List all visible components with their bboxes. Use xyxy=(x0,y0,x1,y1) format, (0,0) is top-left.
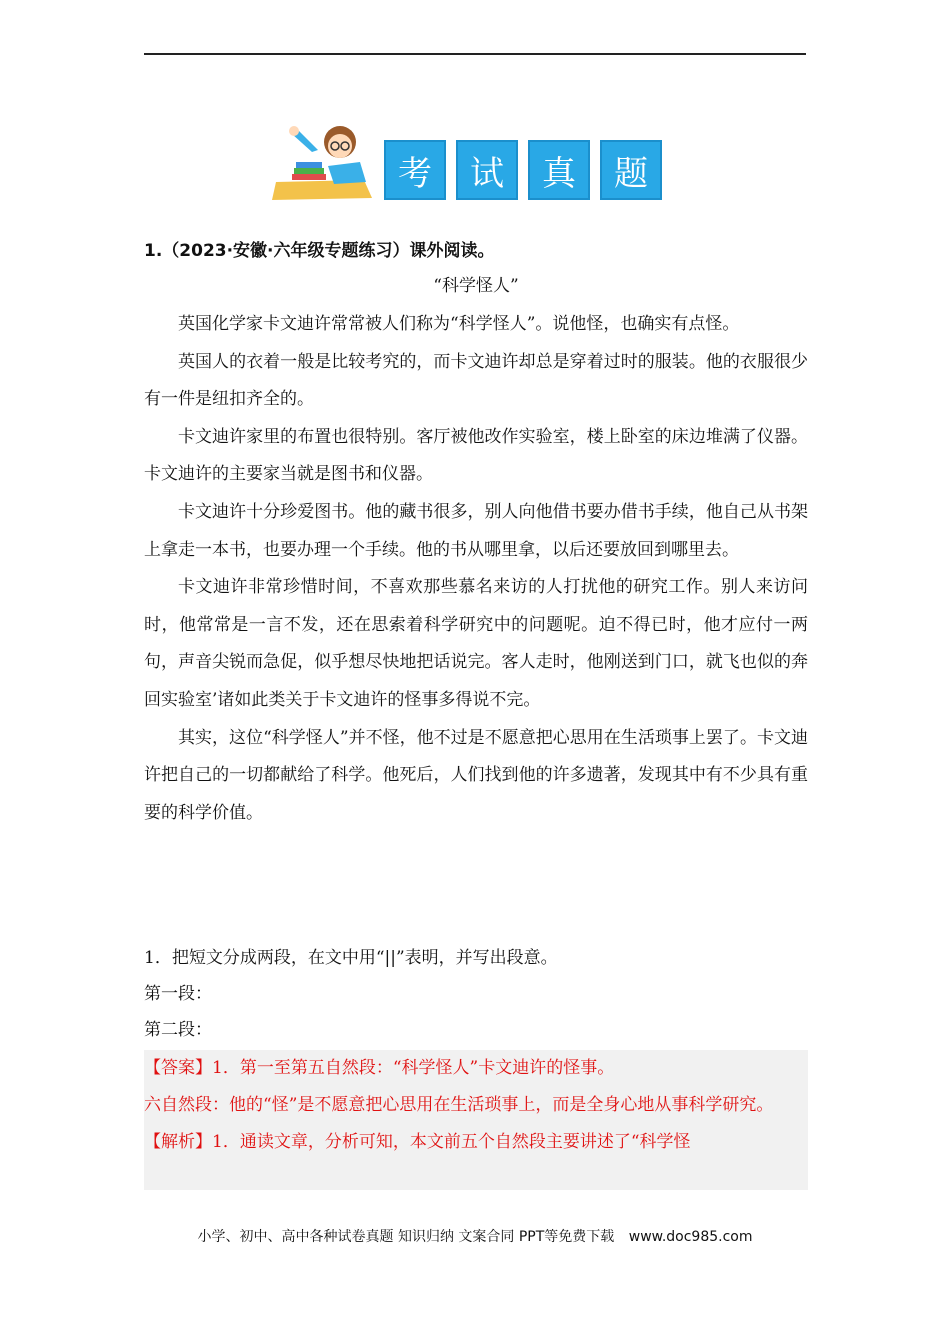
passage-title: “科学怪人” xyxy=(433,276,519,296)
passage-paragraph: 卡文迪许非常珍惜时间，不喜欢那些慕名来访的人打扰他的研究工作。别人来访问时，他常常是一言不发，还在思索着科学研究中的问题呢。迫不得已时，他才应付一两句，声音尖锐而急促，似乎想尽快地把话说完。客人走时，他刚送到门口，就飞也似的奔回实验室’诸如此类关于卡文迪许的怪事多得说不完。 xyxy=(144,577,808,710)
header-rule xyxy=(144,53,806,55)
student-illustration-icon xyxy=(272,122,392,204)
title-tile: 真 xyxy=(528,140,590,200)
page-footer xyxy=(0,1226,950,1246)
question-task xyxy=(144,940,808,1048)
task-part-one: 第一段： xyxy=(144,984,212,1004)
answer-line: 六自然段：他的“怪”是不愿意把心思用在生活琐事上，而是全身心地从事科学研究。 xyxy=(144,1095,774,1115)
answer-box xyxy=(144,1050,808,1190)
task-instruction: 1．把短文分成两段，在文中用“||”表明，并写出段意。 xyxy=(144,948,558,968)
exam-banner xyxy=(272,122,672,212)
reading-passage xyxy=(144,272,808,832)
answer-line: 【答案】1．第一至第五自然段：“科学怪人”卡文迪许的怪事。 xyxy=(144,1058,615,1078)
passage-paragraph: 卡文迪许十分珍爱图书。他的藏书很多，别人向他借书要办借书手续，他自己从书架上拿走一本书，也要办理一个手续。他的书从哪里拿，以后还要放回到哪里去。 xyxy=(144,501,808,560)
title-tile: 考 xyxy=(384,140,446,200)
title-tile: 题 xyxy=(600,140,662,200)
task-part-two: 第二段： xyxy=(144,1020,212,1040)
footer-site-link[interactable]: www.doc985.com xyxy=(628,1229,753,1245)
footer-text: 小学、初中、高中各种试卷真题 知识归纳 文案合同 PPT等免费下载 xyxy=(197,1229,615,1245)
passage-paragraph: 英国人的衣着一般是比较考究的，而卡文迪许却总是穿着过时的服装。他的衣服很少有一件是纽扣齐全的。 xyxy=(144,351,808,410)
title-tile: 试 xyxy=(456,140,518,200)
passage-paragraph: 英国化学家卡文迪许常常被人们称为“科学怪人”。说他怪，也确实有点怪。 xyxy=(178,314,740,334)
passage-paragraph: 卡文迪许家里的布置也很特别。客厅被他改作实验室，楼上卧室的床边堆满了仪器。卡文迪许的主要家当就是图书和仪器。 xyxy=(144,426,808,485)
passage-paragraph: 其实，这位“科学怪人”并不怪，他不过是不愿意把心思用在生活琐事上罢了。卡文迪许把自己的一切都献给了科学。他死后，人们找到他的许多遗著，发现其中有不少具有重要的科学价值。 xyxy=(144,727,808,823)
question-heading: 1.（2023·安徽·六年级专题练习）课外阅读。 xyxy=(144,241,495,261)
analysis-line: 【解析】1．通读文章，分析可知，本文前五个自然段主要讲述了“科学怪 xyxy=(144,1132,691,1152)
